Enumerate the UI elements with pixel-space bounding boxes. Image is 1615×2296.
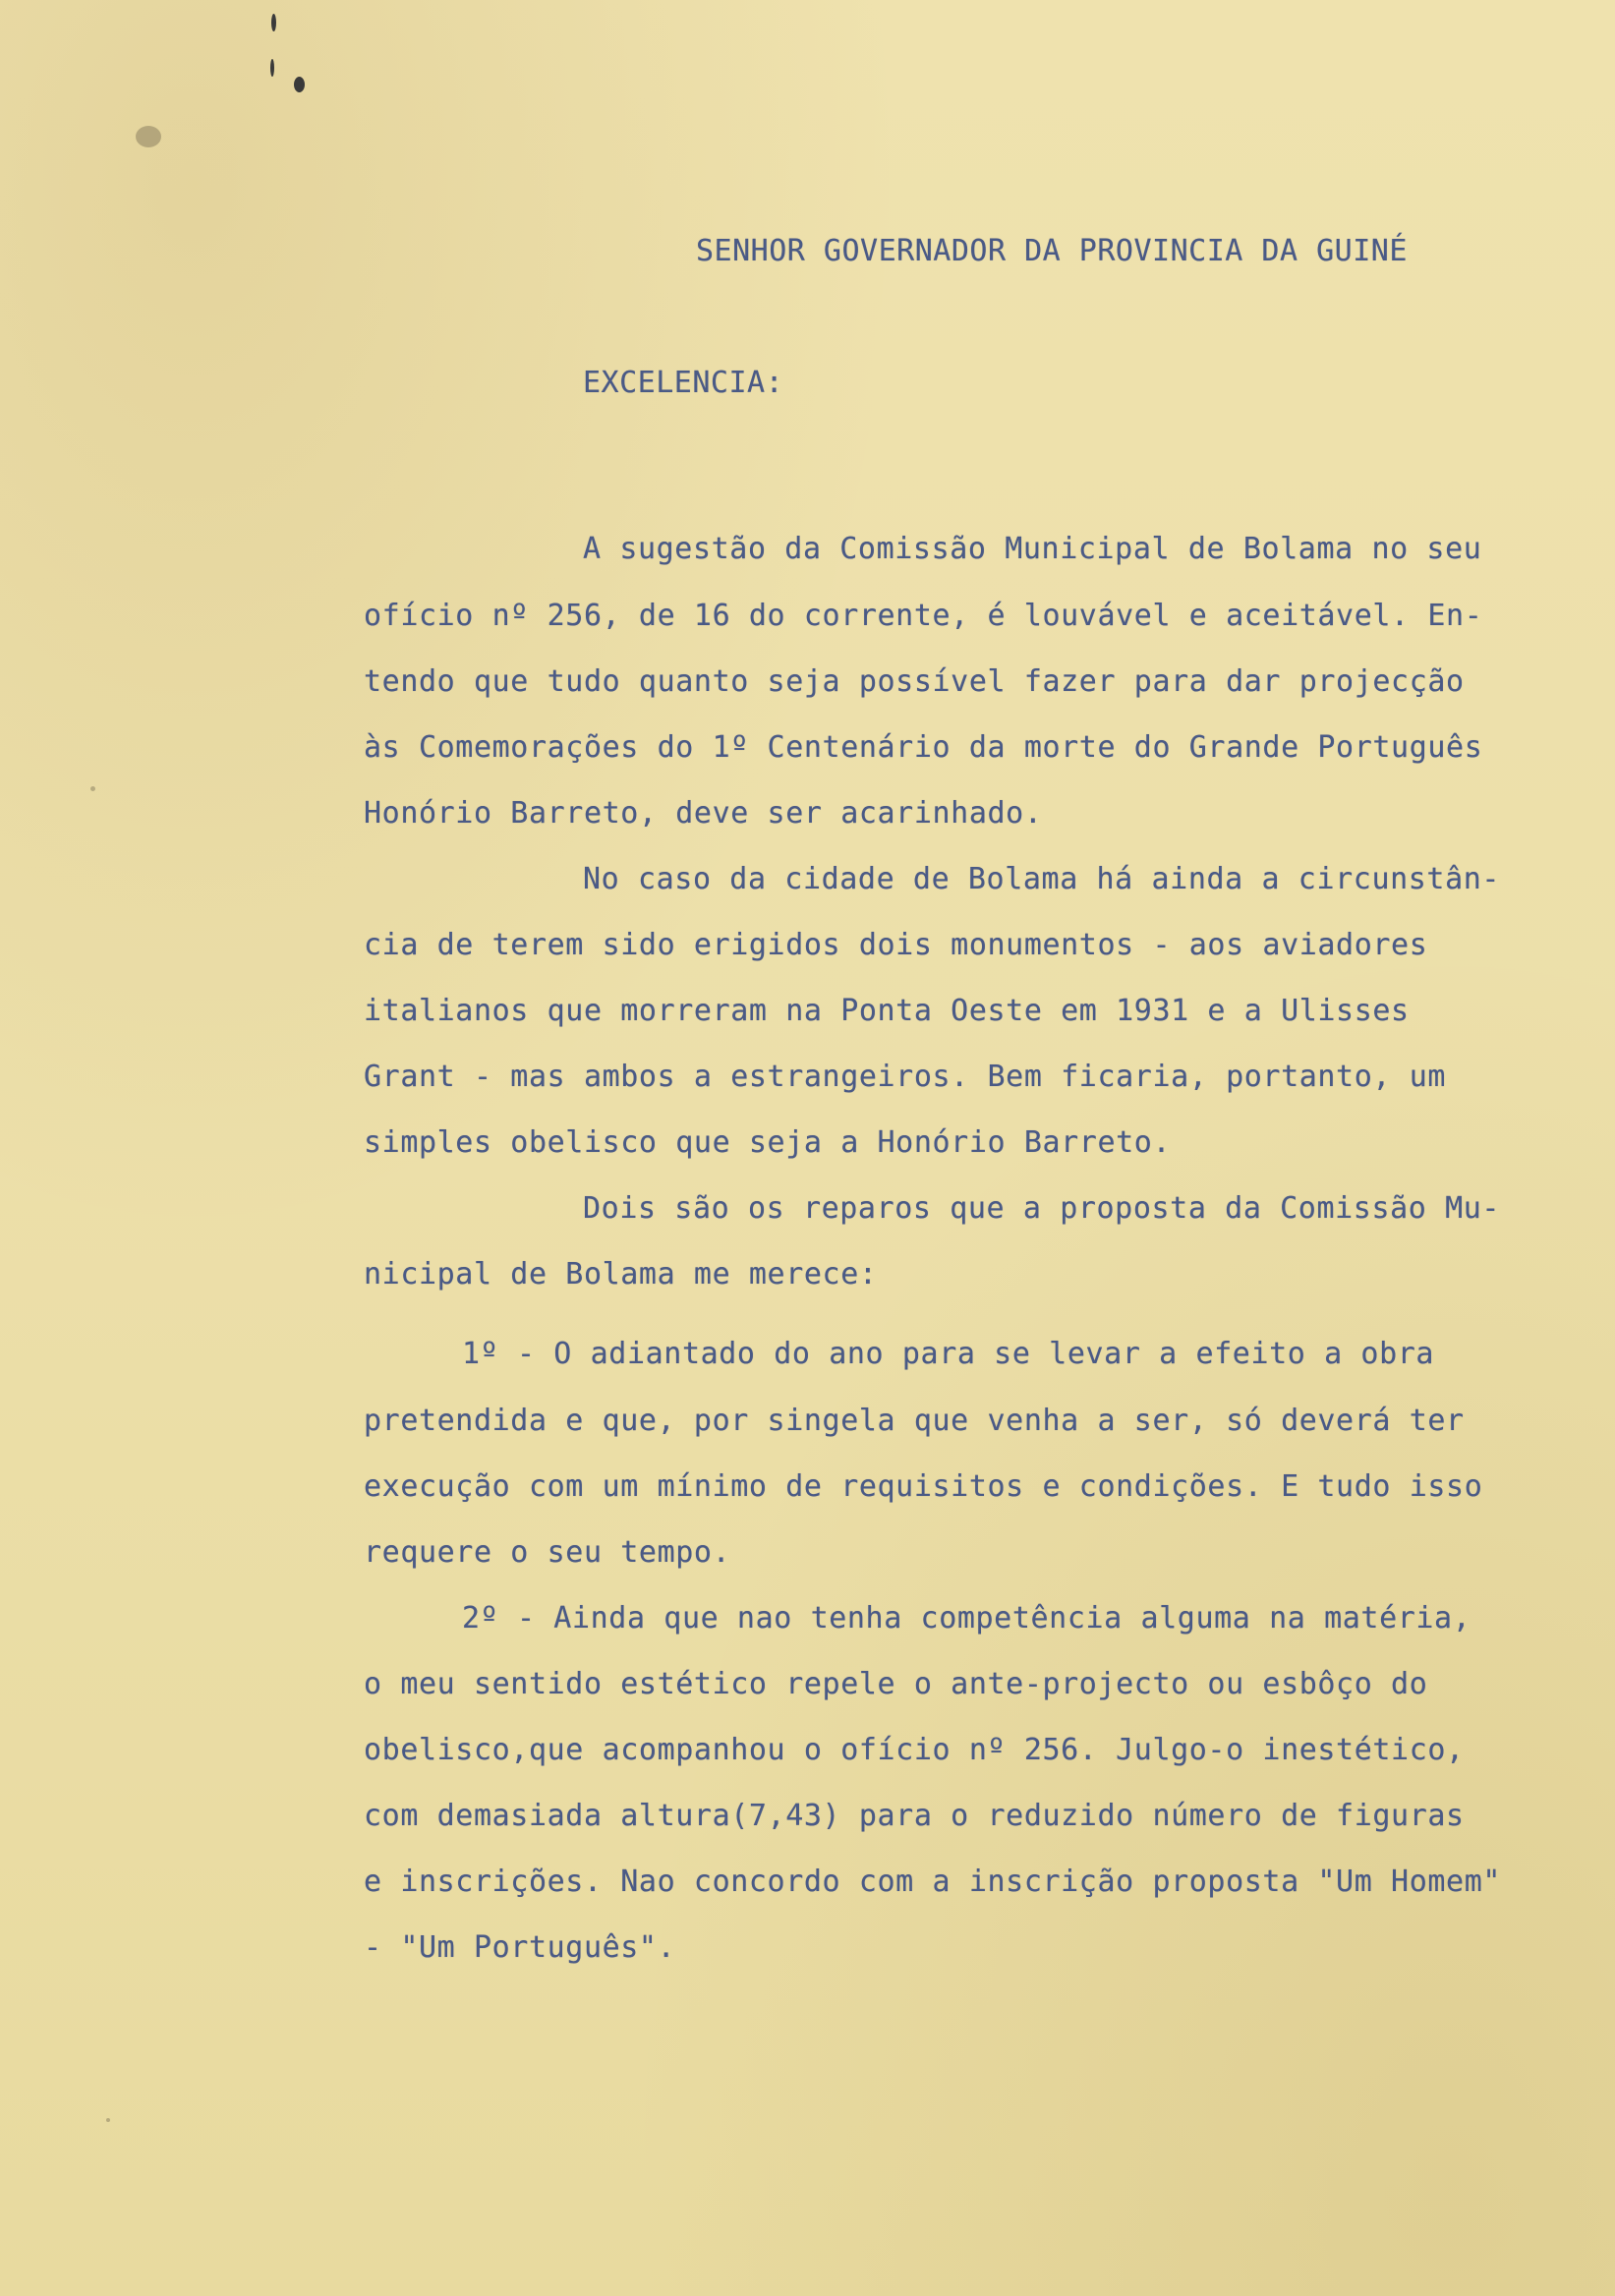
body-line: às Comemorações do 1º Centenário da morte do Grande Português [364,730,1483,765]
body-line: nicipal de Bolama me merece: [364,1257,878,1292]
body-line: o meu sentido estético repele o ante-projecto ou esbôço do [364,1667,1428,1701]
body-line: No caso da cidade de Bolama há ainda a circunstân- [583,862,1501,896]
body-line: - "Um Português". [364,1930,676,1965]
stain [136,126,161,147]
body-line: obelisco,que acompanhou o ofício nº 256. Julgo-o inestético, [364,1733,1465,1767]
ink-dot [294,77,305,92]
body-line: A sugestão da Comissão Municipal de Bolama no seu [583,532,1482,566]
body-line: simples obelisco que seja a Honório Barreto. [364,1125,1172,1160]
body-line: italianos que morreram na Ponta Oeste em 1931 e a Ulisses [364,994,1410,1028]
body-line: requere o seu tempo. [364,1535,731,1570]
body-line: ofício nº 256, de 16 do corrente, é louvável e aceitável. En- [364,599,1483,633]
body-line: pretendida e que, por singela que venha a ser, só deverá ter [364,1404,1465,1438]
body-line: Grant - mas ambos a estrangeiros. Bem ficaria, portanto, um [364,1060,1447,1094]
salutation: EXCELENCIA: [583,366,784,400]
stain [106,2118,110,2122]
body-line: 1º - O adiantado do ano para se levar a efeito a obra [462,1337,1435,1371]
body-line: 2º - Ainda que nao tenha competência alguma na matéria, [462,1601,1471,1636]
body-line: tendo que tudo quanto seja possível fazer para dar projecção [364,664,1465,699]
body-line: cia de terem sido erigidos dois monumentos - aos aviadores [364,928,1428,962]
addressee: SENHOR GOVERNADOR DA PROVINCIA DA GUINÉ [696,234,1408,268]
body-line: Honório Barreto, deve ser acarinhado. [364,796,1043,831]
body-line: com demasiada altura(7,43) para o reduzido número de figuras [364,1799,1465,1833]
body-line: Dois são os reparos que a proposta da Comissão Mu- [583,1191,1501,1226]
body-line: e inscrições. Nao concordo com a inscrição proposta "Um Homem" [364,1865,1502,1899]
body-line: execução com um mínimo de requisitos e condições. E tudo isso [364,1469,1483,1504]
ink-mark [271,14,276,31]
stain [90,786,95,791]
ink-mark [270,59,274,77]
